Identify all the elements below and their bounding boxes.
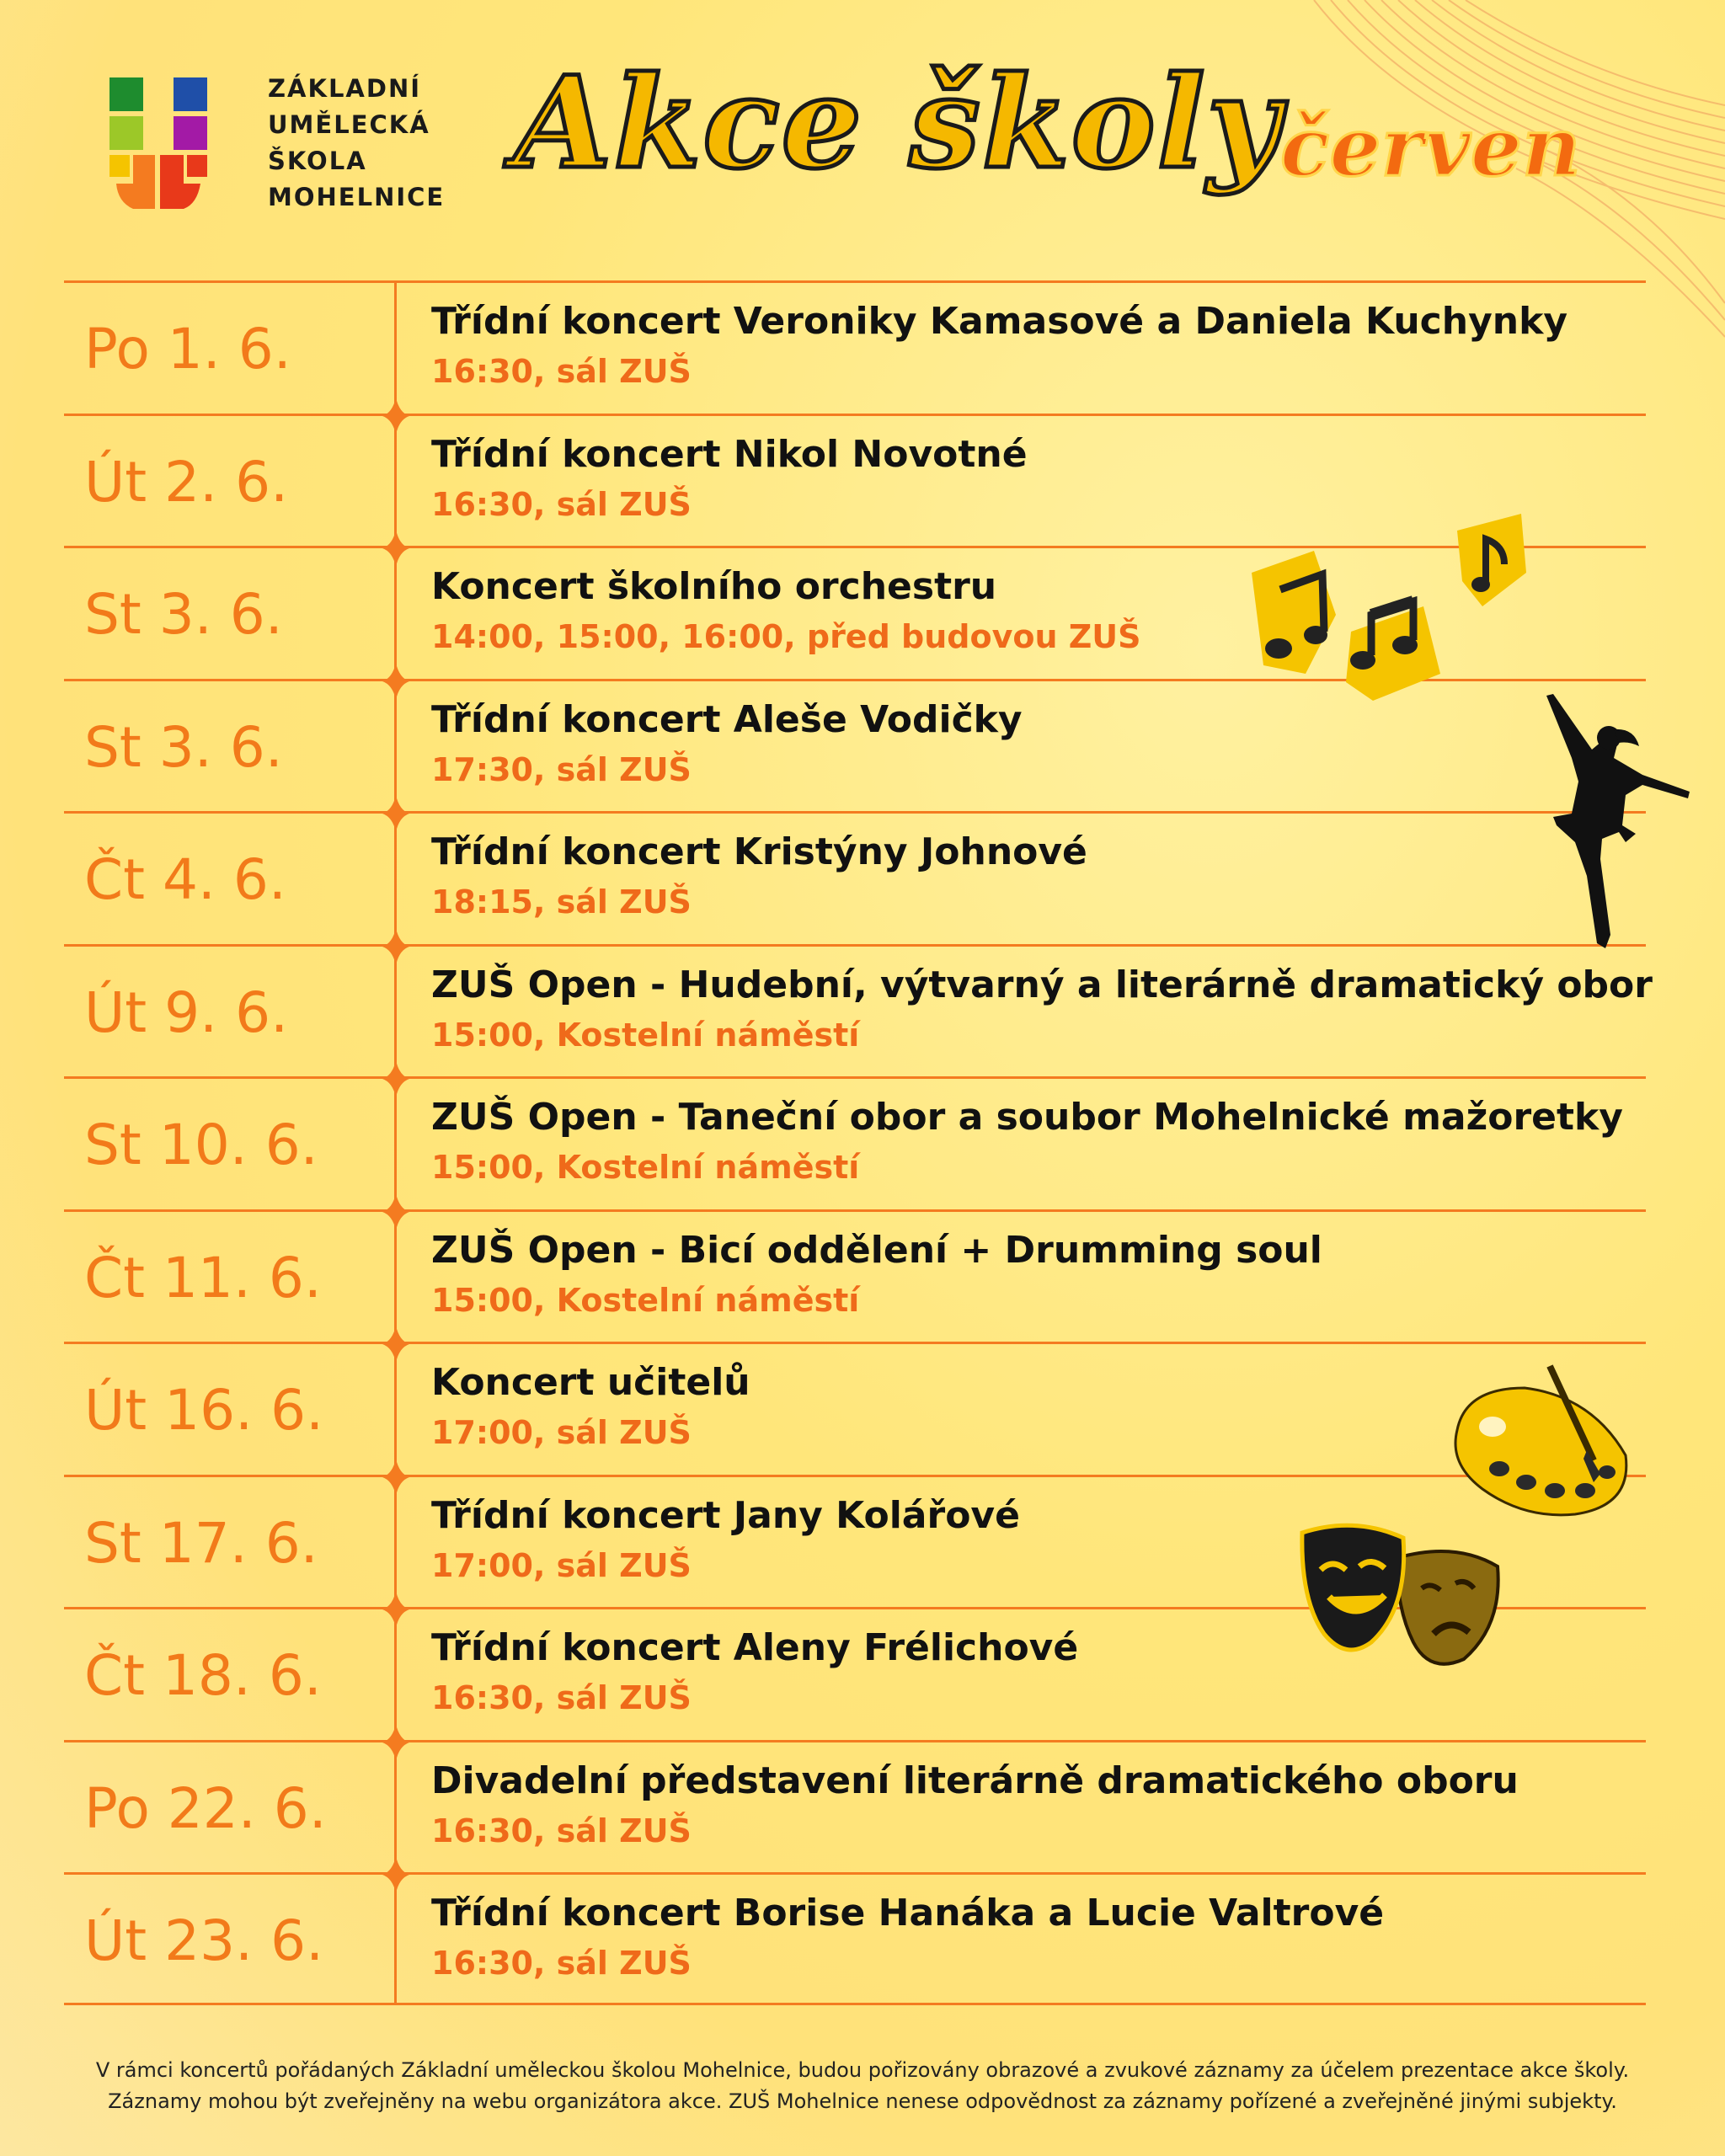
school-name — [268, 71, 445, 216]
row-divider — [394, 1875, 397, 2003]
event-title: Divadelní představení literárně dramatického oboru — [431, 1758, 1519, 1802]
schedule-row — [64, 944, 1653, 1077]
schedule-row — [64, 1076, 1646, 1209]
dancer-icon — [1541, 691, 1693, 952]
event-detail: 17:00, sál ZUŠ — [431, 1414, 692, 1451]
row-divider — [394, 681, 397, 812]
schedule-row — [64, 811, 1646, 944]
event-date: Út 9. 6. — [84, 979, 289, 1045]
row-divider — [394, 1609, 397, 1740]
event-detail: 14:00, 15:00, 16:00, před budovou ZUŠ — [431, 618, 1141, 655]
paint-palette-icon — [1449, 1363, 1634, 1523]
event-title: ZUŠ Open - Bicí oddělení + Drumming soul — [431, 1228, 1322, 1272]
footer-disclaimer — [25, 2055, 1700, 2117]
schedule-row — [64, 1740, 1646, 1873]
event-title: Třídní koncert Aleny Frélichové — [431, 1626, 1079, 1669]
event-detail: 16:30, sál ZUŠ — [431, 1812, 692, 1849]
footer-line: Záznamy mohou být zveřejněny na webu organizátora akce. ZUŠ Mohelnice nenese odpovědnost za záznamy pořízené a zveřejněné jinými subjekty. — [108, 2089, 1617, 2113]
event-detail: 16:30, sál ZUŠ — [431, 1679, 692, 1716]
event-detail: 15:00, Kostelní náměstí — [431, 1016, 860, 1054]
school-name-line: ZÁKLADNÍ — [268, 74, 421, 103]
event-title: ZUŠ Open - Hudební, výtvarný a literárně dramatický obor — [431, 963, 1653, 1006]
event-date: St 17. 6. — [84, 1510, 318, 1576]
school-name-line: ŠKOLA — [268, 147, 367, 175]
music-notes-icon — [1247, 514, 1533, 707]
row-divider — [394, 947, 397, 1077]
event-detail: 15:00, Kostelní náměstí — [431, 1149, 860, 1186]
row-divider — [394, 814, 397, 944]
event-detail: 17:30, sál ZUŠ — [431, 750, 692, 788]
row-divider — [394, 416, 397, 547]
event-date: Út 16. 6. — [84, 1378, 324, 1443]
schedule-row — [64, 1872, 1646, 2005]
event-title: Třídní koncert Nikol Novotné — [431, 432, 1028, 476]
footer-line: V rámci koncertů pořádaných Základní uměleckou školou Mohelnice, budou pořizovány obrazové a zvukové záznamy za účelem prezentace akce školy. — [95, 2058, 1630, 2082]
event-date: Po 1. 6. — [84, 317, 291, 382]
event-title: ZUŠ Open - Taneční obor a soubor Mohelnické mažoretky — [431, 1096, 1623, 1139]
event-date: St 3. 6. — [84, 714, 283, 780]
schedule-row — [64, 280, 1646, 414]
theatre-masks-icon — [1295, 1516, 1506, 1673]
event-title: Koncert školního orchestru — [431, 565, 997, 608]
school-name-line: MOHELNICE — [268, 183, 446, 211]
school-name-line: UMĚLECKÁ — [268, 110, 430, 139]
row-divider — [394, 1477, 397, 1608]
page-title: Akce školy — [514, 49, 1282, 197]
event-date: Po 22. 6. — [84, 1775, 327, 1841]
event-date: Út 2. 6. — [84, 449, 289, 515]
event-detail: 16:30, sál ZUŠ — [431, 1945, 692, 1982]
event-detail: 16:30, sál ZUŠ — [431, 353, 692, 390]
event-date: Čt 4. 6. — [84, 847, 286, 912]
row-divider — [394, 1742, 397, 1873]
row-divider — [394, 1079, 397, 1209]
event-detail: 18:15, sál ZUŠ — [431, 883, 692, 921]
schedule-row — [64, 1342, 1646, 1475]
event-title: Třídní koncert Veroniky Kamasové a Daniela Kuchynky — [431, 300, 1568, 343]
event-title: Třídní koncert Aleše Vodičky — [431, 697, 1023, 741]
row-divider — [394, 283, 397, 414]
row-divider — [394, 1212, 397, 1342]
event-title: Třídní koncert Jany Kolářové — [431, 1493, 1020, 1537]
event-title: Třídní koncert Borise Hanáka a Lucie Valtrové — [431, 1892, 1385, 1935]
row-divider — [394, 548, 397, 679]
event-date: Čt 18. 6. — [84, 1643, 322, 1708]
event-detail: 15:00, Kostelní náměstí — [431, 1281, 860, 1319]
event-title: Koncert učitelů — [431, 1361, 750, 1404]
month-label: červen — [1280, 99, 1581, 195]
event-date: Čt 11. 6. — [84, 1245, 322, 1310]
event-date: Út 23. 6. — [84, 1908, 324, 1973]
event-date: St 10. 6. — [84, 1113, 318, 1177]
school-logo-icon — [108, 76, 209, 211]
event-title: Třídní koncert Kristýny Johnové — [431, 830, 1087, 873]
event-detail: 16:30, sál ZUŠ — [431, 485, 692, 523]
event-date: St 3. 6. — [84, 582, 283, 647]
schedule-row — [64, 1209, 1646, 1342]
event-detail: 17:00, sál ZUŠ — [431, 1546, 692, 1584]
row-divider — [394, 1344, 397, 1475]
